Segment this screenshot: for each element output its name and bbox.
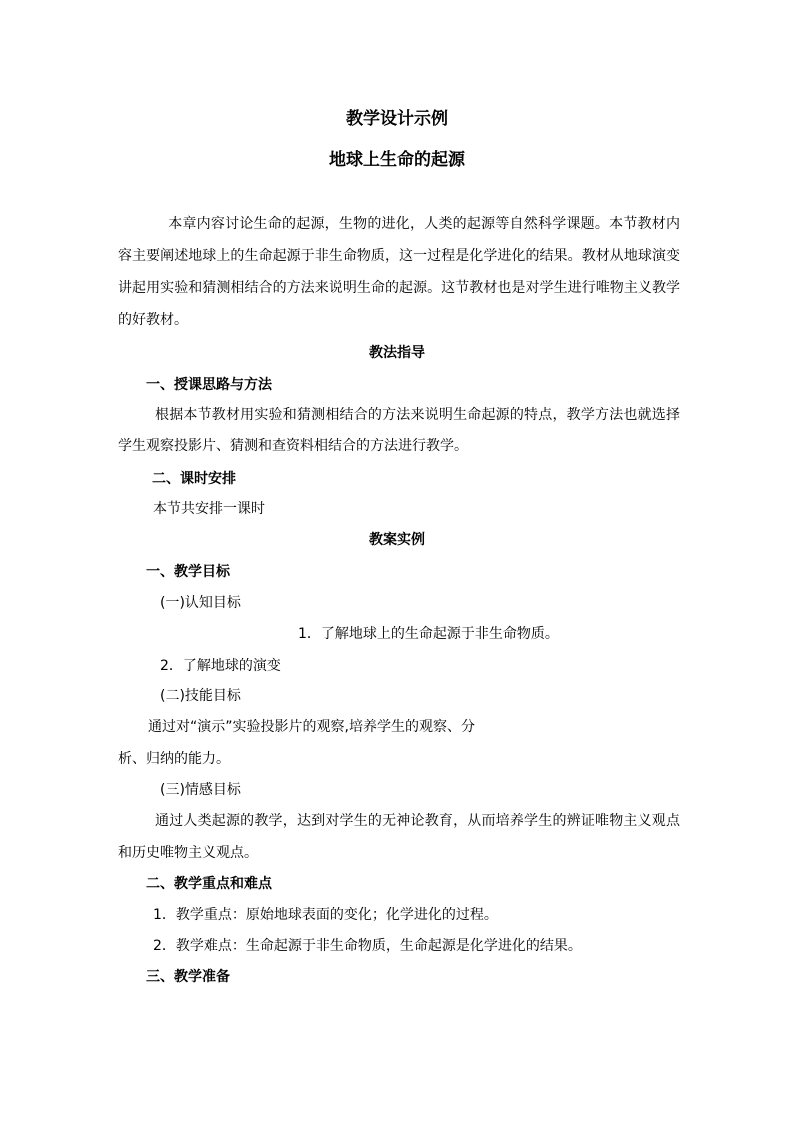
heading-method: 一、授课思路与方法 xyxy=(146,377,272,393)
skill-line-1: 通过对“演示”实验投影片的观察,培养学生的观察、分 xyxy=(148,719,475,735)
heading-key-points: 二、教学重点和难点 xyxy=(146,876,272,892)
key-point-1: 1．教学重点：原始地球表面的变化；化学进化的过程。 xyxy=(153,907,498,923)
intro-line-4: 的好教材。 xyxy=(118,312,188,328)
heading-preparation: 三、教学准备 xyxy=(146,969,230,985)
subheading-cognitive: (一)认知目标 xyxy=(160,595,241,611)
subheading-emotion: (三)情感目标 xyxy=(160,782,241,798)
goal-2: 2．了解地球的演变 xyxy=(160,658,281,674)
section-heading-teaching-guide: 教法指导 xyxy=(369,345,425,361)
goal-1: 1．了解地球上的生命起源于非生命物质。 xyxy=(298,626,559,642)
document-title: 教学设计示例 xyxy=(346,109,448,129)
intro-line-3: 讲起用实验和猜测相结合的方法来说明生命的起源。这节教材也是对学生进行唯物主义教学 xyxy=(118,280,680,296)
method-line-1: 根据本节教材用实验和猜测相结合的方法来说明生命起源的特点，教学方法也就选择 xyxy=(155,407,680,423)
document-subtitle: 地球上生命的起源 xyxy=(329,150,465,170)
heading-schedule: 二、课时安排 xyxy=(152,471,236,487)
schedule-text: 本节共安排一课时 xyxy=(153,501,265,517)
method-line-2: 学生观察投影片、猜测和查资料相结合的方法进行教学。 xyxy=(118,438,468,454)
intro-line-2: 容主要阐述地球上的生命起源于非生命物质，这一过程是化学进化的结果。教材从地球演变 xyxy=(118,248,680,264)
key-point-2: 2．教学难点：生命起源于非生命物质，生命起源是化学进化的结果。 xyxy=(153,938,582,954)
heading-objectives: 一、教学目标 xyxy=(146,564,230,580)
emotion-line-2: 和历史唯物主义观点。 xyxy=(118,845,258,861)
intro-line-1: 本章内容讨论生命的起源，生物的进化，人类的起源等自然科学课题。本节教材内 xyxy=(168,216,680,232)
subheading-skill: (二)技能目标 xyxy=(160,688,241,704)
section-heading-lesson-plan: 教案实例 xyxy=(369,532,425,548)
skill-line-2: 析、归纳的能力。 xyxy=(118,751,230,767)
emotion-line-1: 通过人类起源的教学，达到对学生的无神论教育，从而培养学生的辨证唯物主义观点 xyxy=(155,813,680,829)
